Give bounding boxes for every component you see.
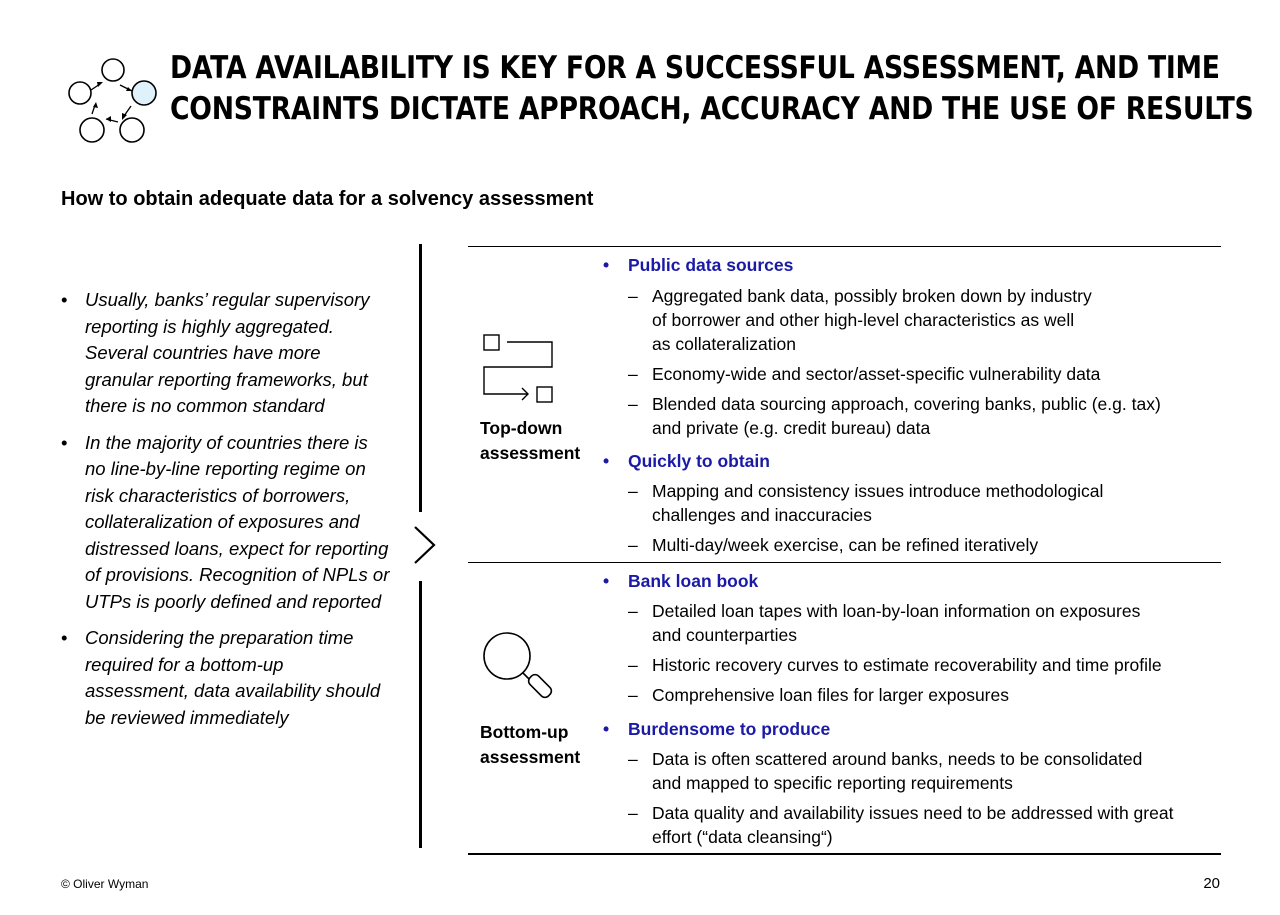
item-line: – Detailed loan tapes with loan-by-loan information on exposures (652, 601, 1141, 621)
table-middle-rule (468, 562, 1221, 563)
title-line-1: DATA AVAILABILITY IS KEY FOR A SUCCESSFUL ASSESSMENT, AND TIME (170, 50, 1220, 86)
group-item (603, 392, 1223, 440)
page-number: 20 (1203, 875, 1220, 892)
magnifier-icon (481, 630, 555, 704)
left-bullet: • In the majority of countries there is no line-by-line reporting regime on risk characteristics of borrowers, collateralization of exposures and distressed loans, expect for reporting of provisions. Recognition of NPLs or UTPs is poorly defined and reported (61, 430, 391, 616)
flow-arrow-icon (480, 331, 558, 405)
left-bullet-list (61, 287, 391, 741)
group-item: – Comprehensive loan files for larger exposures (603, 683, 1223, 707)
item-line: – Blended data sourcing approach, covering banks, public (e.g. tax) (652, 394, 1161, 414)
page-title (170, 48, 1254, 130)
copyright-text: © Oliver Wyman (61, 877, 149, 891)
item-line: and counterparties (652, 625, 797, 645)
group-item (603, 801, 1223, 849)
cycle-circles-icon (66, 56, 162, 148)
item-line: and private (e.g. credit bureau) data (652, 418, 931, 438)
bottom-up-group-burdensome (603, 717, 1223, 849)
group-item (603, 479, 1223, 527)
item-line: – Data is often scattered around banks, needs to be consolidated (652, 749, 1143, 769)
item-line: – Mapping and consistency issues introduce methodological (652, 481, 1104, 501)
left-bullet: • Considering the preparation time required for a bottom-up assessment, data availability should be reviewed immediately (61, 625, 391, 731)
item-line: – Data quality and availability issues need to be addressed with great (652, 803, 1174, 823)
table-top-rule (468, 246, 1221, 247)
group-item: – Economy-wide and sector/asset-specific vulnerability data (603, 362, 1223, 386)
divider-line-top (419, 244, 422, 512)
item-line: challenges and inaccuracies (652, 505, 872, 525)
item-line: of borrower and other high-level characteristics as well (652, 310, 1075, 330)
item-line: as collateralization (652, 334, 796, 354)
group-item (603, 747, 1223, 795)
table-bottom-rule (468, 853, 1221, 855)
group-item (603, 284, 1223, 356)
bottom-up-label-line-2: assessment (480, 747, 581, 767)
top-down-label-line-1: Top-down (480, 418, 563, 438)
section-subtitle: How to obtain adequate data for a solvency assessment (61, 188, 594, 210)
bottom-up-group-loan-book (603, 569, 1223, 707)
group-heading: • Bank loan book (603, 569, 1223, 593)
chevron-right-icon (412, 525, 438, 565)
top-down-label (480, 416, 580, 466)
top-down-group-public-data (603, 253, 1223, 440)
group-heading: • Public data sources (603, 253, 1223, 277)
top-down-group-quick (603, 449, 1223, 557)
group-heading: • Quickly to obtain (603, 449, 1223, 473)
bottom-up-label-line-1: Bottom-up (480, 722, 569, 742)
item-line: – Aggregated bank data, possibly broken down by industry (652, 286, 1092, 306)
item-line: effort (“data cleansing“) (652, 827, 833, 847)
bottom-up-label (480, 720, 580, 770)
group-item: – Historic recovery curves to estimate recoverability and time profile (603, 653, 1223, 677)
top-down-label-line-2: assessment (480, 443, 581, 463)
item-line: and mapped to specific reporting requirements (652, 773, 1013, 793)
divider-line-bottom (419, 581, 422, 848)
group-item: – Multi-day/week exercise, can be refined iteratively (603, 533, 1223, 557)
title-line-2: CONSTRAINTS DICTATE APPROACH, ACCURACY AND THE USE OF RESULTS (170, 91, 1254, 127)
group-heading: • Burdensome to produce (603, 717, 1223, 741)
group-item (603, 599, 1223, 647)
left-bullet: • Usually, banks’ regular supervisory reporting is highly aggregated. Several countries have more granular reporting frameworks, but there is no common standard (61, 287, 391, 420)
